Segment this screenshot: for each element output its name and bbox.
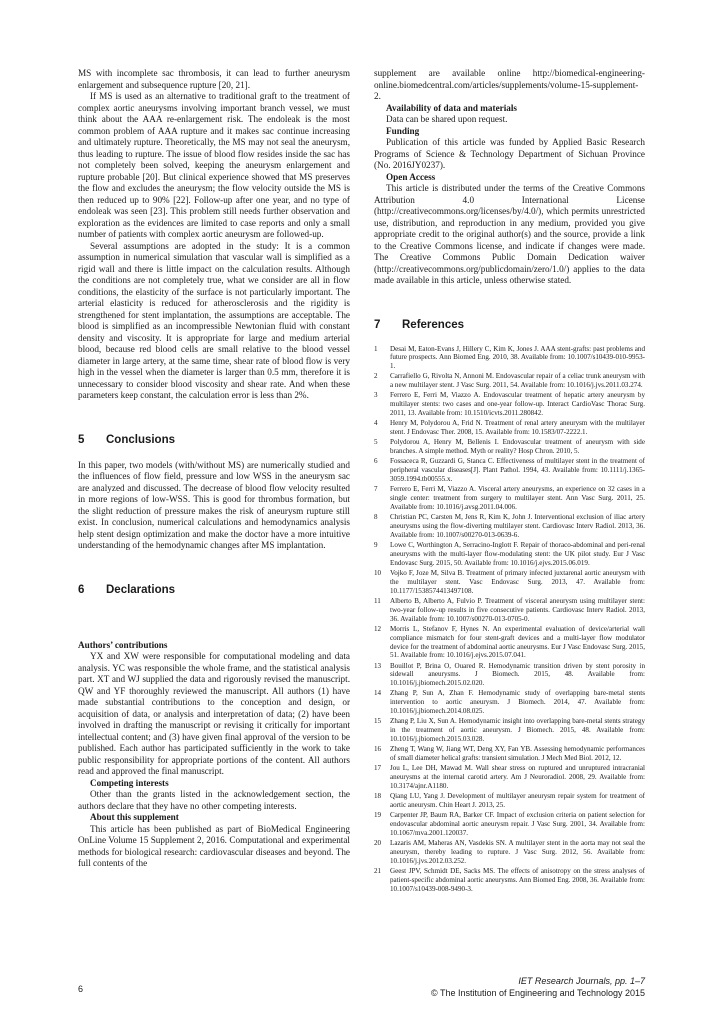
subheading-about-supplement: About this supplement: [90, 812, 179, 822]
reference-item: [374, 662, 645, 689]
reference-item: [374, 391, 645, 418]
subheading-availability: Availability of data and materials: [386, 102, 518, 113]
reference-text: Ferrero E, Ferri M, Viazzo A. Endovascular treatment of hepatic artery aneurysm by multilayer stents: two cases and one-year follow-up. Interact CardioVasc Thorac Surg. 2011, 13. Available from: 10.1510/icvts.2011.280842.: [390, 391, 645, 418]
reference-number: 15: [374, 717, 382, 726]
reference-text: Zhang P, Sun A, Zhan F. Hemodynamic study of overlapping bare-metal stents intervention to aortic aneurysm. J Biomech. 2014, 47. Available from: 10.1016/j.jbiomech.2014.08.025.: [390, 689, 645, 716]
reference-text: Carpenter JP, Baum RA, Barker CF. Impact of exclusion criteria on patient selection for endovascular abdominal aortic aneurysm repair. J Vasc Surg. 2001, 34. Available from: 10.1067/mva.2001.120037.: [390, 811, 645, 837]
right-column: [374, 68, 645, 895]
reference-number: 4: [374, 419, 378, 428]
supplement-continuation: supplement are available online http://biomedical-engineering-online.biomedcentral.com/articles/supplements/volume-15-supplement-2.: [374, 68, 645, 101]
reference-item: [374, 345, 645, 372]
reference-text: Vojko F, Joze M, Silva B. Treatment of primary infected juxtarenal aortic aneurysm with the multilayer stent. Vasc Endovasc Surg. 2013, 47. Available from: 10.1177/1538574413497108.: [390, 568, 645, 595]
open-access-paragraph: This article is distributed under the terms of the Creative Commons Attribution 4.0 International License (http://creativecommons.org/licenses/by/4.0/), which permits unrestricted use, distribution, and reproduction in any medium, provided you give appropriate credit to the original author(s) and the source, provide a link to the Creative Commons license, and indicate if changes were made. The Creative Commons Public Domain Dedication waiver (http://creativecommons.org/publicdomain/zero/1.0/) applies to the data made available in this article, unless otherwise stated.: [374, 183, 645, 285]
reference-number: 20: [374, 839, 382, 848]
discussion-paragraph-1: MS with incomplete sac thrombosis, it can lead to further aneurysm enlargement and subsequence rupture [20, 21].: [78, 68, 350, 90]
competing-interests-paragraph: Other than the grants listed in the acknowledgement section, the authors declare that they have no other competing interests.: [78, 789, 350, 811]
subheading-funding: Funding: [386, 125, 420, 136]
reference-item: [374, 485, 645, 512]
reference-text: Lazaris AM, Maheras AN, Vasdekis SN. A multilayer stent in the aorta may not seal the aneurysm, thereby leading to rupture. J Vasc Surg. 2012, 56. Available from: 10.1016/j.jvs.2012.03.252.: [390, 839, 645, 865]
reference-item: [374, 541, 645, 568]
conclusions-paragraph: In this paper, two models (with/without MS) are numerically studied and the influences of flow field, pressure and low WSS in the aneurysm sac are analyzed and discussed. The decrease of blood flow velocity resulted in more regions of low-WSS. This is good for thrombus formation, but the slight reduction of pressure makes the risk of aneurysm rupture still exist. In conclusion, numerical calculations and hemodynamics analysis help stent design optimization and make the doctor have a more intuitive understanding of the hemodynamic changes after MS implantation.: [78, 459, 350, 550]
reference-item: [374, 811, 645, 838]
reference-item: [374, 513, 645, 540]
reference-text: Qiang LU, Yang J. Development of multilayer aneurysm repair system for treatment of aortic aneurysm. Chin Heart J. 2013, 25.: [390, 792, 645, 810]
reference-number: 9: [374, 541, 378, 550]
reference-number: 17: [374, 764, 382, 773]
journal-name: IET Research Journals, pp. 1–7: [518, 976, 645, 986]
reference-text: Jou L, Lee DH, Mawad M. Wall shear stress on ruptured and unruptured intracranial aneurysms at the internal carotid artery. Am J Neuroradiol. 2008, 29. Available from: 10.3174/ajnr.A1180.: [390, 764, 645, 791]
reference-number: 11: [374, 596, 381, 605]
reference-number: 10: [374, 568, 382, 577]
reference-item: [374, 438, 645, 456]
reference-item: [374, 569, 645, 596]
reference-text: Alberto B, Alberto A, Fulvio P. Treatment of visceral aneurysm using multilayer stent: two-year follow-up results in five consecutive patients. Cardiovasc Interv Radiol. 2013, 36. Available from: 10.1007/s00270-013-0705-0.: [390, 596, 645, 623]
reference-number: 14: [374, 689, 382, 698]
reference-number: 1: [374, 344, 378, 353]
reference-text: Bouillot P, Brina O, Ouared R. Hemodynamic transition driven by stent porosity in sidewall aneurysms. J Biomech. 2015, 48. Available from: 10.1016/j.jbiomech.2015.02.020.: [390, 661, 645, 688]
section-heading-references: [374, 319, 645, 331]
reference-number: 12: [374, 624, 382, 633]
reference-text: Zheng T, Wang W, Jiang WT, Deng XY, Fan YB. Assessing hemodynamic performances of small diameter helical grafts: transient simulation. J Mech Med Biol. 2012, 12.: [390, 745, 645, 763]
section-heading-conclusions: [78, 434, 350, 446]
subheading-open-access: Open Access: [386, 171, 436, 182]
section-title: References: [402, 318, 465, 331]
availability-paragraph: Data can be shared upon request.: [386, 114, 508, 124]
page-number: 6: [78, 984, 84, 994]
section-heading-declarations: [78, 584, 350, 596]
reference-number: 2: [374, 372, 378, 381]
left-column: [78, 68, 350, 870]
section-title: Conclusions: [106, 433, 176, 446]
section-number: 5: [78, 433, 85, 446]
reference-text: Geest JPV, Schmidt DE, Sacks MS. The effects of anisotropy on the stress analyses of patient-specific abdominal aortic aneurysms. Ann Biomed Eng. 2008, 36. Available from: 10.1007/s10439-008-9490-3.: [390, 867, 645, 893]
reference-item: [374, 625, 645, 661]
reference-number: 19: [374, 811, 382, 820]
funding-paragraph: Publication of this article was funded by Applied Basic Research Programs of Science & Technology Department of Sichuan Province (No. 2016JY0237).: [374, 137, 645, 170]
discussion-paragraph-3: Several assumptions are adopted in the study: It is a common assumption in numerical simulation that vascular wall is simplified as a rigid wall and there is little impact on the calculation results. Although the conditions are not completely true, what we consider are all in flow conditions, the elasticity of the surface is not particularly important. The arterial elasticity is reduced for atherosclerosis and the rigidity is strengthened for stent implantation, the assumptions are acceptable. The blood is simplified as an incompressible Newtonian fluid with constant density and viscosity. It is appropriate for large and medium arterial blood, because red blood cells are small relative to the blood vessel diameter in large artery, at the same time, shear rate of blood flow is very high in the vessel when the diameter is larger than 0.5 mm, therefore it is unnecessary to consider blood viscosity and shear rate. And when these parameters keep constant, the calculation error is less than 2%.: [78, 240, 350, 400]
reference-number: 13: [374, 661, 382, 670]
reference-text: Desai M, Eaton-Evans J, Hillery C, Kim K, Jones J. AAA stent-grafts: past problems and future prospects. Ann Biomed Eng. 2010, 38. Available from: 10.1007/s10439-010-9953-1.: [390, 344, 645, 371]
reference-number: 18: [374, 792, 382, 801]
reference-item: [374, 745, 645, 763]
reference-number: 5: [374, 438, 378, 447]
reference-item: [374, 839, 645, 866]
discussion-paragraph-2: If MS is used as an alternative to traditional graft to the treatment of complex aortic aneurysms involving important branch vessel, we must think about the AAA re-enlargement risk. The endoleak is the most common problem of AAA rupture and it makes sac continue increasing and ultimately rupture. Theoretically, the MS may not seal the aneurysm, thus leading to rupture. The issue of blood flow resides inside the sac has not completely been solved, keeping the aneurysm enlargement and rupture probable [20]. But clinical experience showed that MS preserves the flow and excludes the aneurysm; the flow velocity outside the MS is then reduced up to 90% [22]. Follow-up after one year, and no type of endoleak was seen [23]. This problem still needs further observation and exploration as the evidences are limited to case reports and only a small number of patients with complex aortic aneurysm are followed-up.: [78, 91, 350, 239]
section-title: Declarations: [106, 583, 176, 596]
reference-item: [374, 419, 645, 437]
reference-text: Christian PC, Carsten M, Jens R, Kim K, John J. Interventional exclusion of iliac artery aneurysms using the flow-diverting multilayer stent. Cardiovasc Interv Radiol. 2013, 36. Available from: 10.1007/s00270-013-0639-6.: [390, 513, 645, 539]
reference-item: [374, 372, 645, 390]
reference-list: [374, 345, 645, 894]
subheading-competing-interests: Competing interests: [90, 777, 169, 788]
about-supplement-paragraph: This article has been published as part of BioMedical Engineering OnLine Volume 15 Supplement 2, 2016. Computational and experimental methods for biological research: cardiovascular diseases and beyond. The full contents of the: [78, 823, 350, 868]
reference-number: 16: [374, 745, 382, 754]
reference-item: [374, 597, 645, 624]
reference-text: Fossaceca R, Guzzardi G, Stanca C. Effectiveness of multilayer stent in the treatment of peripheral vascular diseases[J]. Plant Pathol. 1994, 43. Available from: 10.1111/j.1365-3059.1994.tb00555.x.: [390, 457, 645, 484]
journal-footer: [431, 976, 645, 999]
reference-item: [374, 717, 645, 744]
reference-item: [374, 689, 645, 716]
reference-text: Henry M, Polydorou A, Frid N. Treatment of renal artery aneurysm with the multilayer stent. J Endovasc Ther. 2008, 15. Available from: 10.1583/07-2222.1.: [390, 419, 645, 437]
reference-item: [374, 792, 645, 810]
reference-text: Lowe C, Worthington A, Serracino-Inglott F. Repair of thoraco-abdominal and peri-renal aneurysms with the multi-layer flow-modulating stent: the UK pilot study. Eur J Vasc Endovasc Surg. 2015, 50. Available from: 10.1016/j.ejvs.2015.06.019.: [390, 541, 645, 567]
reference-text: Morris L, Stefanov F, Hynes N. An experimental evaluation of device/arterial wall compliance mismatch for four stent-graft devices and a multi-layer flow modulator device for the treatment of abdominal aortic aneurysms. Eur J Vasc Endovasc Surg. 2015, 51. Available from: 10.1016/j.ejvs.2015.07.041.: [390, 624, 645, 660]
reference-number: 21: [374, 867, 382, 875]
reference-item: [374, 457, 645, 484]
section-number: 7: [374, 318, 381, 331]
reference-text: Carrafiello G, Rivolta N, Annoni M. Endovascular repair of a celiac trunk aneurysm with a new multilayer stent. J Vasc Surg. 2011, 54. Available from: 10.1016/j.jvs.2011.03.274.: [390, 372, 645, 390]
reference-item: [374, 867, 645, 894]
subheading-authors-contributions: Authors’ contributions: [78, 639, 168, 650]
reference-number: 3: [374, 391, 378, 400]
reference-number: 8: [374, 513, 378, 522]
reference-number: 6: [374, 457, 378, 466]
reference-number: 7: [374, 485, 378, 494]
authors-contributions-paragraph: YX and XW were responsible for computational modeling and data analysis. YC was responsible the whole frame, and the statistical analysis part. XT and WJ supplied the data and rigorously revised the manuscript. QW and YF thoroughly reviewed the manuscript. All authors (1) have made substantial contributions to the conception and design, or acquisition of data, or analysis and interpretation of data; (2) have been involved in drafting the manuscript or revising it critically for important intellectual content; and (3) have given final approval of the version to be published. Each author has participated sufficiently in the work to take public responsibility for appropriate portions of the content. All authors read and approved the final manuscript.: [78, 651, 350, 776]
copyright-notice: © The Institution of Engineering and Technology 2015: [431, 987, 645, 998]
section-number: 6: [78, 583, 85, 596]
reference-item: [374, 764, 645, 791]
reference-text: Polydorou A, Henry M, Bellenis I. Endovascular treatment of aneurysm with side branches. A simple method. Myth or reality? Hosp Chron. 2010, 5.: [390, 438, 645, 456]
reference-text: Ferrero E, Ferri M, Viazzo A. Visceral artery aneurysms, an experience on 32 cases in a single center: treatment from surgery to multilayer stent. Ann Vasc Surg. 2011, 25. Available from: 10.1016/j.avsg.2011.04.006.: [390, 485, 645, 512]
reference-text: Zhang P, Liu X, Sun A. Hemodynamic insight into overlapping bare-metal stents strategy in the treatment of aortic aneurysm. J Biomech. 2015, 48. Available from: 10.1016/j.jbiomech.2015.03.028.: [390, 717, 645, 744]
